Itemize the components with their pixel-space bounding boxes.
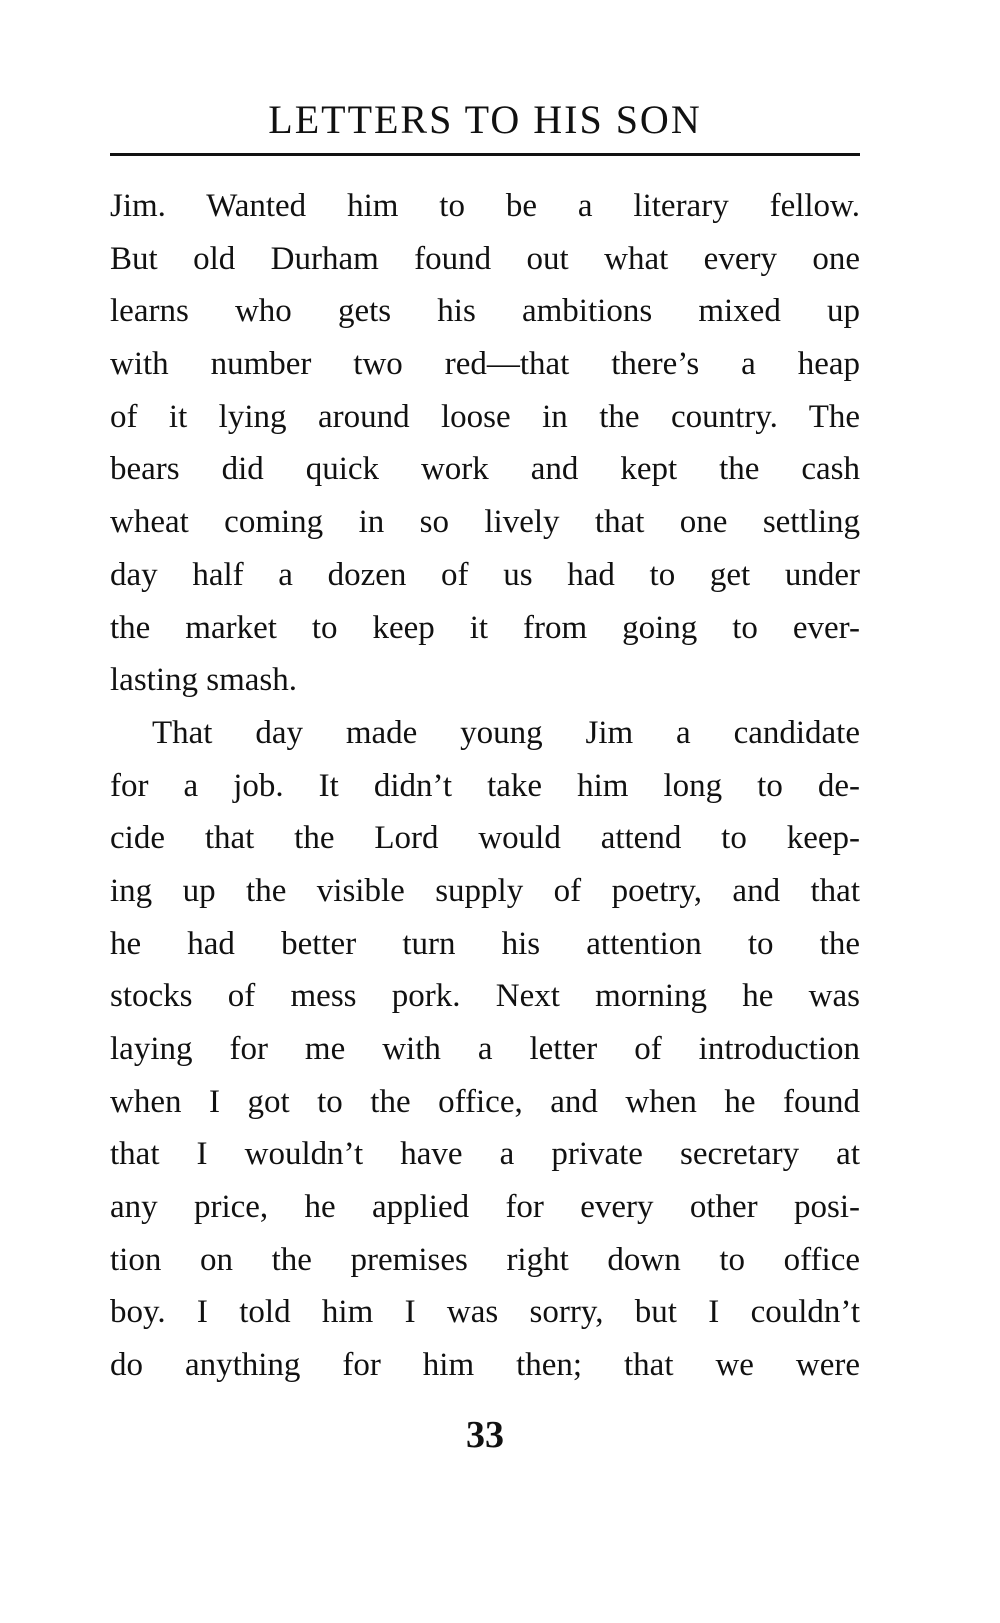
text-line: of it lying around loose in the country. The — [110, 398, 860, 435]
text-line: with number two red—that there’s a heap — [110, 346, 860, 383]
text-line: any price, he applied for every other posi- — [110, 1189, 860, 1226]
text-line: day half a dozen of us had to get under — [110, 556, 860, 593]
text-line: That day made young Jim a candidate — [152, 714, 860, 751]
text-line: that I wouldn’t have a private secretary at — [110, 1136, 860, 1173]
text-line: stocks of mess pork. Next morning he was — [110, 978, 860, 1015]
paragraph-1 — [110, 180, 860, 707]
header-rule — [110, 153, 860, 156]
text-line: the market to keep it from going to ever- — [110, 609, 860, 646]
running-title: LETTERS TO HIS SON — [268, 97, 702, 142]
text-line: when I got to the office, and when he found — [110, 1083, 860, 1120]
text-line: do anything for him then; that we were — [110, 1347, 860, 1384]
text-line: laying for me with a letter of introduction — [110, 1031, 860, 1067]
page-number: 33 — [466, 1414, 504, 1456]
body-text — [110, 180, 860, 1392]
text-line: learns who gets his ambitions mixed up — [110, 293, 860, 330]
text-line: But old Durham found out what every one — [110, 240, 860, 277]
text-line: ing up the visible supply of poetry, and that — [110, 872, 860, 909]
text-line: he had better turn his attention to the — [110, 925, 860, 962]
text-line: bears did quick work and kept the cash — [110, 451, 860, 488]
text-line: cide that the Lord would attend to keep- — [110, 820, 860, 857]
text-line: lasting smash. — [110, 662, 297, 699]
text-line: tion on the premises right down to office — [110, 1241, 860, 1278]
text-line: wheat coming in so lively that one settling — [110, 504, 860, 541]
text-line: Jim. Wanted him to be a literary fellow. — [110, 188, 860, 224]
paragraph-2 — [110, 707, 860, 1392]
text-line: for a job. It didn’t take him long to de- — [110, 767, 860, 804]
text-line: boy. I told him I was sorry, but I couldn’t — [110, 1294, 860, 1331]
